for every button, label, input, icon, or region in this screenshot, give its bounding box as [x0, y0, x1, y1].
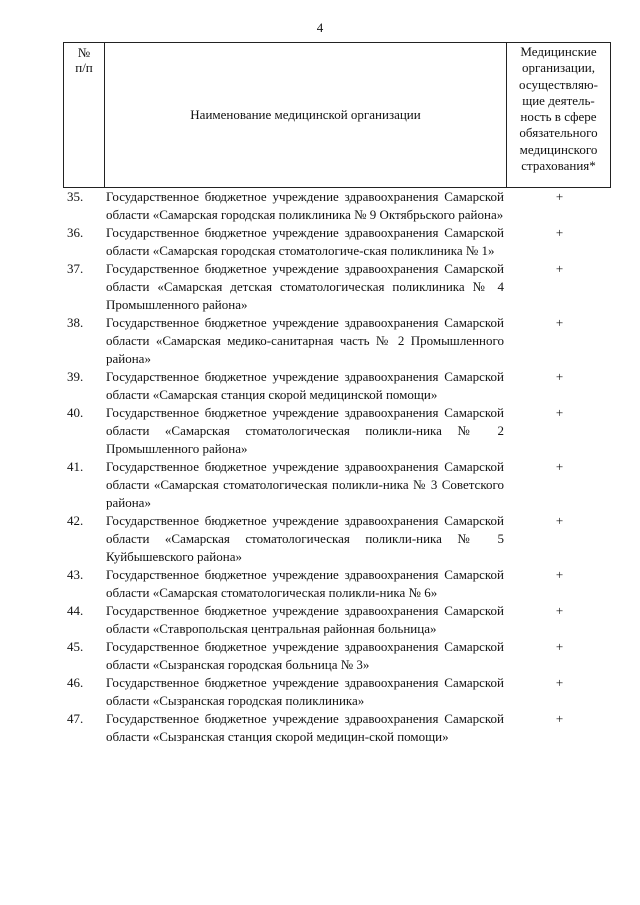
- row-organization-name: Государственное бюджетное учреждение здравоохранения Самарской области «Самарская городская стоматологиче-ская поликлиника № 1»: [106, 225, 504, 258]
- table-row: [63, 260, 611, 314]
- row-oms-mark: +: [555, 369, 564, 384]
- row-organization-name: Государственное бюджетное учреждение здравоохранения Самарской области «Самарская детская стоматологическая поликлиника № 4 Промышленного района»: [106, 261, 504, 312]
- row-number: 43.: [67, 567, 84, 582]
- table-row: [63, 368, 611, 404]
- table-header: [63, 42, 611, 188]
- row-number: 41.: [67, 459, 84, 474]
- row-number: 37.: [67, 261, 84, 276]
- table-row: [63, 404, 611, 458]
- table-row: [63, 674, 611, 710]
- row-number: 46.: [67, 675, 84, 690]
- table-row: [63, 566, 611, 602]
- row-oms-mark: +: [555, 189, 564, 204]
- row-organization-name: Государственное бюджетное учреждение здравоохранения Самарской области «Сызранская городская поликлиника»: [106, 675, 504, 708]
- table-row: [63, 638, 611, 674]
- row-number: 44.: [67, 603, 84, 618]
- organizations-table: [63, 42, 611, 746]
- row-number: 36.: [67, 225, 84, 240]
- table-body: [63, 188, 611, 746]
- header-number-column: № п/п: [64, 43, 105, 187]
- row-number: 40.: [67, 405, 84, 420]
- row-number: 38.: [67, 315, 84, 330]
- row-number: 39.: [67, 369, 84, 384]
- table-row: [63, 314, 611, 368]
- row-organization-name: Государственное бюджетное учреждение здравоохранения Самарской области «Самарская стоматологическая поликли-ника № 3 Советского района»: [106, 459, 504, 510]
- table-row: [63, 512, 611, 566]
- table-row: [63, 458, 611, 512]
- page-number: 4: [316, 20, 324, 35]
- row-oms-mark: +: [555, 225, 564, 240]
- table-row: [63, 188, 611, 224]
- table-row: [63, 710, 611, 746]
- table-row: [63, 602, 611, 638]
- row-oms-mark: +: [555, 639, 564, 654]
- row-oms-mark: +: [555, 315, 564, 330]
- row-oms-mark: +: [555, 711, 564, 726]
- table-row: [63, 224, 611, 260]
- row-organization-name: Государственное бюджетное учреждение здравоохранения Самарской области «Самарская станция скорой медицинской помощи»: [106, 369, 504, 402]
- row-organization-name: Государственное бюджетное учреждение здравоохранения Самарской области «Самарская стоматологическая поликли-ника № 6»: [106, 567, 504, 600]
- row-oms-mark: +: [555, 603, 564, 618]
- row-number: 45.: [67, 639, 84, 654]
- row-oms-mark: +: [555, 513, 564, 528]
- row-number: 35.: [67, 189, 84, 204]
- row-number: 42.: [67, 513, 84, 528]
- row-oms-mark: +: [555, 567, 564, 582]
- header-name-column: Наименование медицинской организации: [105, 43, 507, 187]
- row-organization-name: Государственное бюджетное учреждение здравоохранения Самарской области «Самарская стоматологическая поликли-ника № 5 Куйбышевского района»: [106, 513, 504, 564]
- header-oms-column: Медицинские организации, осуществляю- щие деятель- ность в сфере обязательного медицинского страхования*: [519, 44, 598, 174]
- row-organization-name: Государственное бюджетное учреждение здравоохранения Самарской области «Самарская медико-санитарная часть № 2 Промышленного района»: [106, 315, 504, 366]
- row-organization-name: Государственное бюджетное учреждение здравоохранения Самарской области «Самарская стоматологическая поликли-ника № 2 Промышленного района»: [106, 405, 504, 456]
- row-number: 47.: [67, 711, 84, 726]
- row-organization-name: Государственное бюджетное учреждение здравоохранения Самарской области «Ставропольская центральная районная больница»: [106, 603, 504, 636]
- row-oms-mark: +: [555, 459, 564, 474]
- row-organization-name: Государственное бюджетное учреждение здравоохранения Самарской области «Сызранская городская больница № 3»: [106, 639, 504, 672]
- row-organization-name: Государственное бюджетное учреждение здравоохранения Самарской области «Самарская городская поликлиника № 9 Октябрьского района»: [106, 189, 504, 222]
- row-organization-name: Государственное бюджетное учреждение здравоохранения Самарской области «Сызранская станция скорой медицин-ской помощи»: [106, 711, 504, 744]
- row-oms-mark: +: [555, 675, 564, 690]
- row-oms-mark: +: [555, 261, 564, 276]
- row-oms-mark: +: [555, 405, 564, 420]
